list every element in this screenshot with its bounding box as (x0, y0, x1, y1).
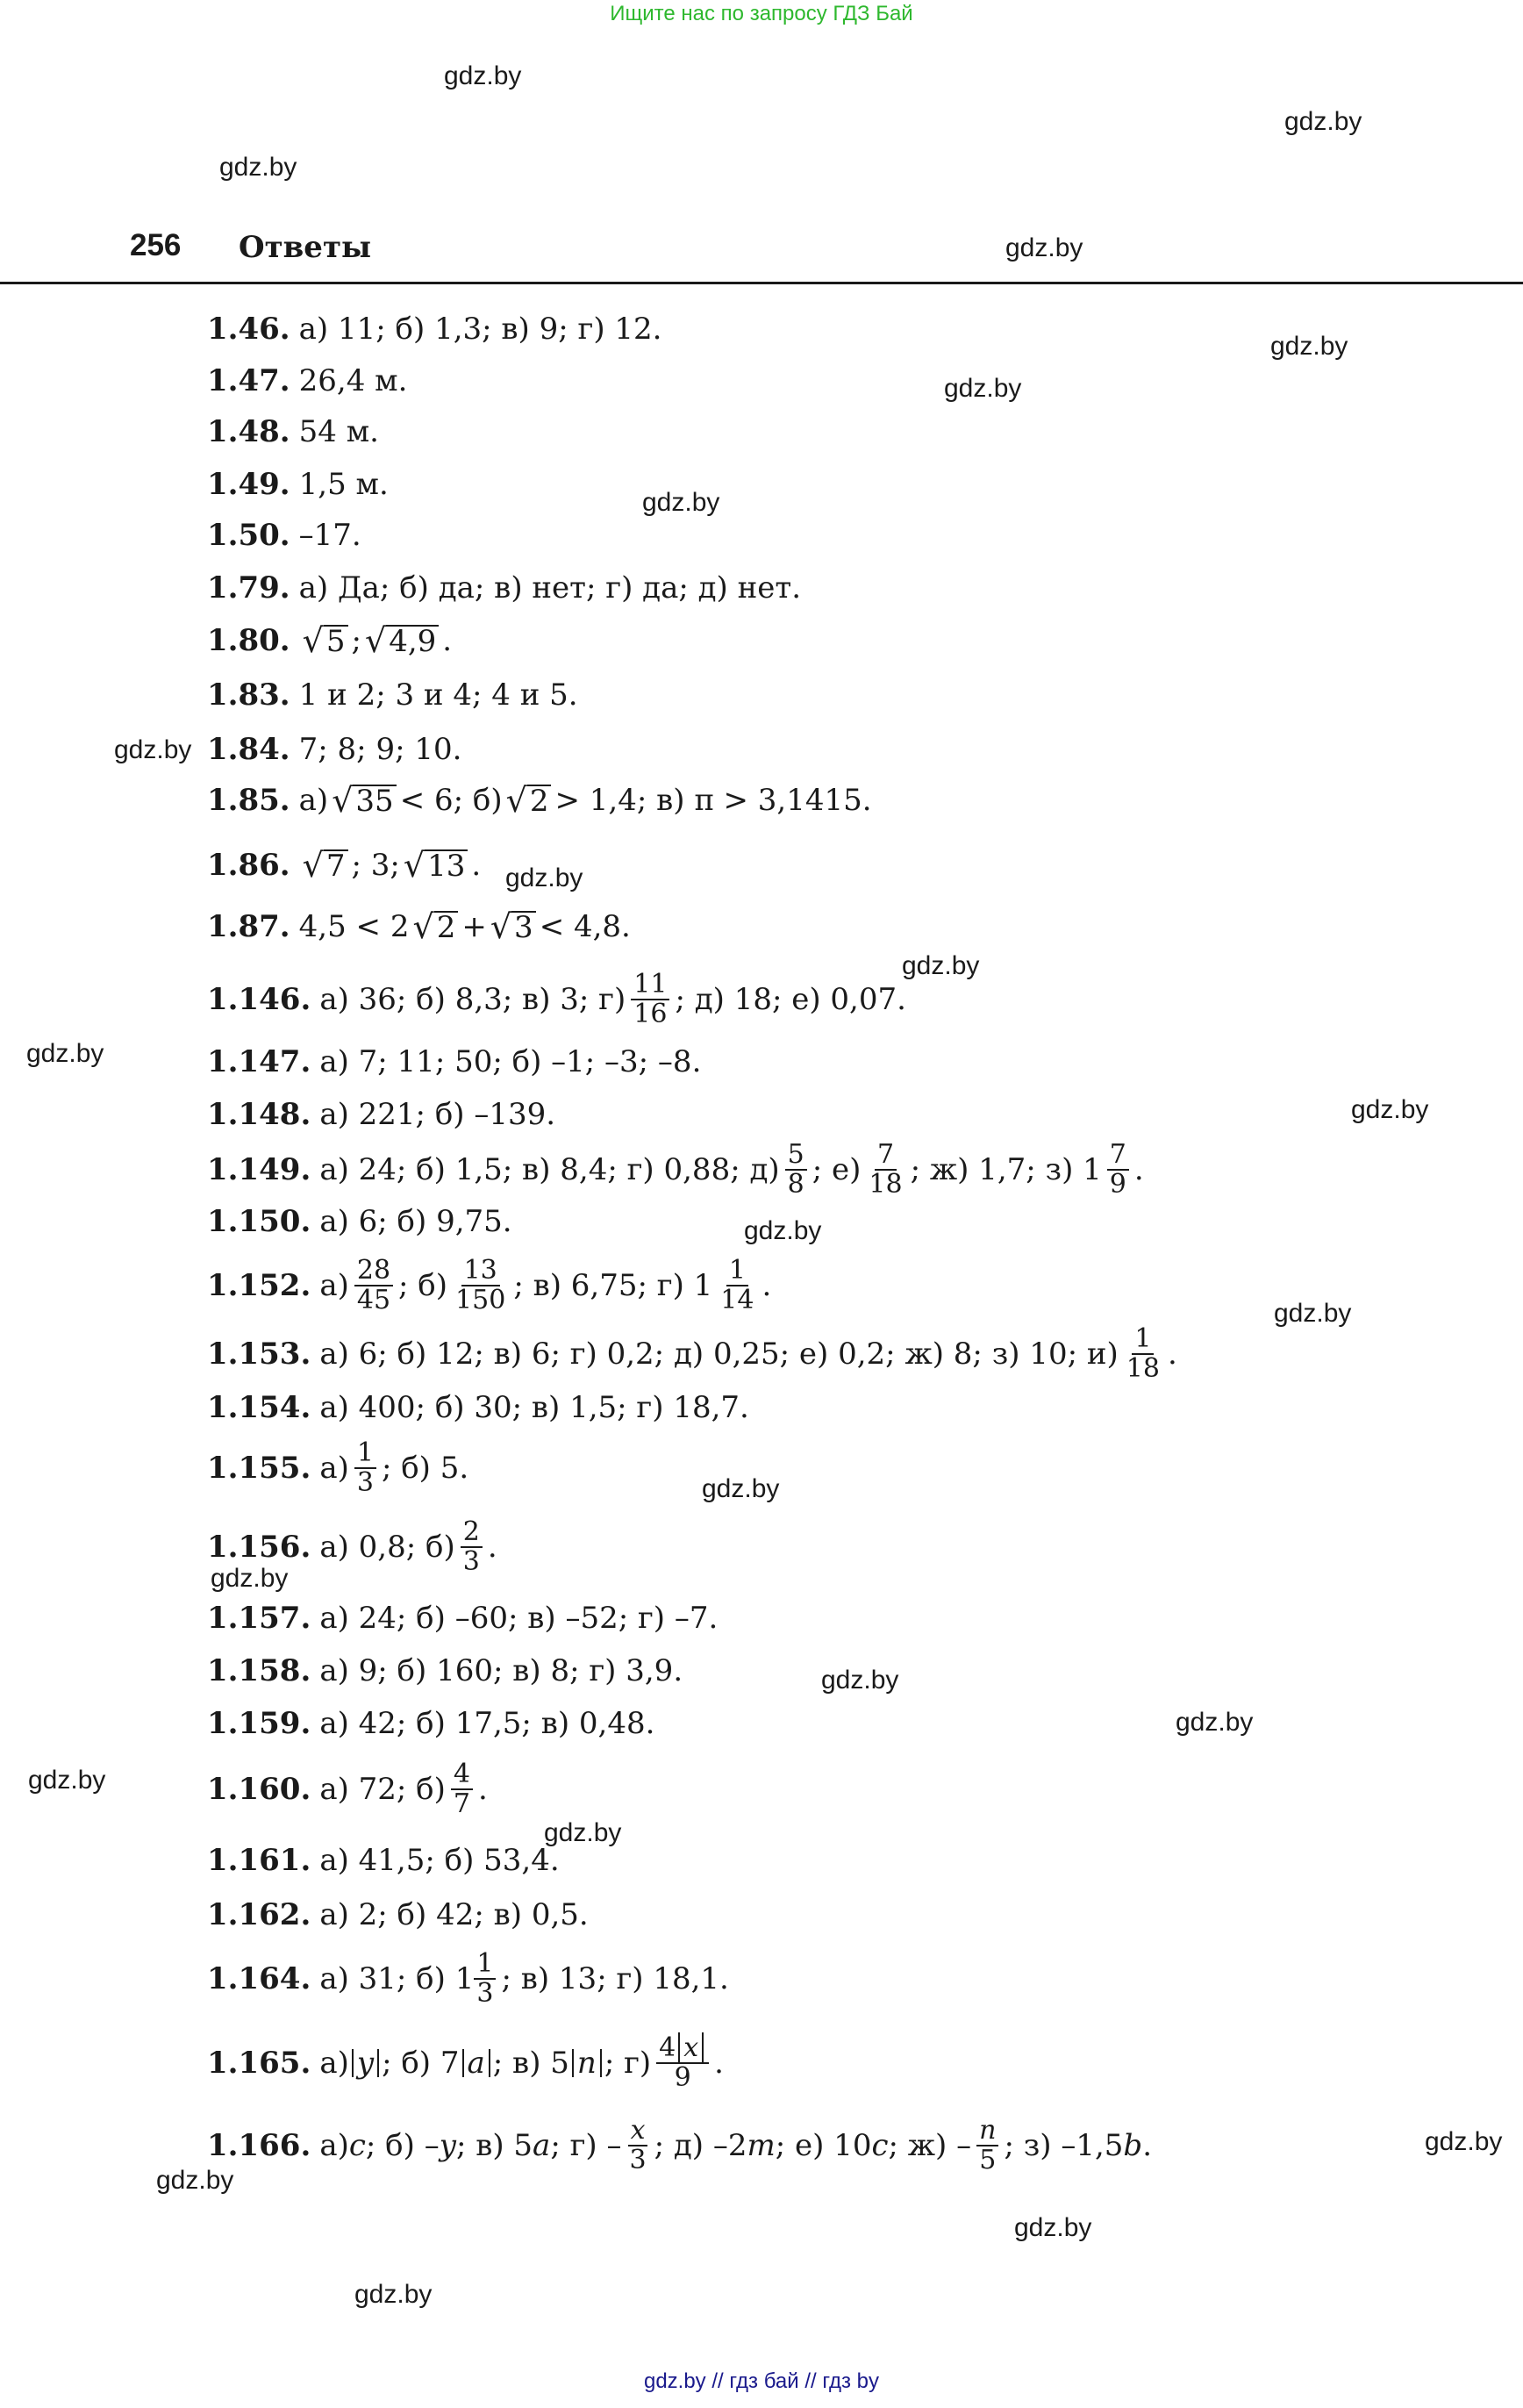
watermark: gdz.by (1014, 2213, 1092, 2242)
radicand: 2 (527, 785, 552, 816)
numerator: 11 (631, 971, 669, 1000)
answer-text: а) 7; 11; 50; б) –1; –3; –8. (319, 1044, 702, 1079)
answer-1-84 (207, 732, 461, 767)
answer-text: . (762, 1268, 772, 1303)
fraction (718, 1257, 756, 1315)
watermark: gdz.by (744, 1216, 822, 1245)
answer-text: ; в) 5 (455, 2128, 533, 2163)
radicand: 5 (324, 625, 348, 656)
answer-number: 1.147. (207, 1044, 311, 1079)
answer-text: а) 11; б) 1,3; в) 9; г) 12. (298, 312, 662, 347)
fraction (866, 1141, 905, 1199)
answer-text: < 4,8. (539, 909, 631, 944)
answer-text: ; б) (398, 1268, 448, 1303)
watermark: gdz.by (821, 1666, 899, 1695)
answer-number: 1.50. (207, 518, 290, 553)
numerator-coef: 4 (659, 2032, 676, 2063)
radicand: 4,9 (386, 625, 439, 656)
answer-1-162 (207, 1897, 589, 1932)
answer-1-79 (207, 570, 801, 606)
fraction (976, 2117, 998, 2175)
answer-number: 1.156. (207, 1530, 311, 1565)
answer-text: а) 2; б) 42; в) 0,5. (319, 1897, 589, 1932)
watermark: gdz.by (642, 488, 720, 517)
answer-text: . (714, 2046, 724, 2081)
answer-text: а) (319, 1268, 349, 1303)
fraction (656, 2034, 709, 2092)
answer-1-155 (207, 1439, 468, 1497)
fraction (1107, 1141, 1129, 1199)
answer-text: < 6; б) (399, 783, 503, 818)
answer-1-156 (207, 1518, 497, 1576)
answer-1-154 (207, 1390, 749, 1425)
watermark: gdz.by (1425, 2127, 1503, 2156)
numerator: 7 (1107, 1141, 1129, 1171)
abs-value: y (352, 2049, 379, 2077)
answer-text: а) (319, 1451, 349, 1486)
answer-text: ; з) –1,5 (1004, 2128, 1124, 2163)
watermark: gdz.by (156, 2166, 234, 2195)
answer-1-47 (207, 363, 407, 398)
denominator: 9 (674, 2062, 691, 2093)
answer-text: ; в) 5 (492, 2046, 569, 2081)
fraction (451, 1760, 473, 1818)
answer-number: 1.166. (207, 2128, 311, 2163)
denominator: 150 (455, 1285, 506, 1315)
header-divider (0, 282, 1523, 284)
fraction (474, 1950, 496, 2008)
answer-1-147 (207, 1044, 701, 1079)
answer-number: 1.47. (207, 363, 290, 398)
answer-1-150 (207, 1204, 512, 1239)
answer-text: ; б) 7 (382, 2046, 460, 2081)
denominator: 7 (453, 1788, 471, 1819)
answer-number: 1.83. (207, 677, 290, 713)
answer-1-158 (207, 1653, 683, 1688)
answer-number: 1.162. (207, 1897, 311, 1932)
answer-text: а) 0,8; б) (319, 1530, 455, 1565)
abs-value: x (678, 2032, 704, 2063)
answer-text: а) 31; б) 1 (319, 1961, 475, 1996)
answer-1-46 (207, 312, 661, 347)
answer-text: а) 6; б) 9,75. (319, 1204, 512, 1239)
answer-number: 1.161. (207, 1843, 311, 1878)
answer-text: ; б) 5. (381, 1451, 469, 1486)
answer-number: 1.149. (207, 1152, 311, 1187)
answer-text: ; г) – (550, 2128, 622, 2163)
denominator: 3 (356, 1467, 374, 1498)
answer-number: 1.165. (207, 2046, 311, 2081)
answer-1-164 (207, 1950, 729, 2008)
answer-text: ; 3; (351, 848, 400, 883)
answer-1-149 (207, 1141, 1144, 1199)
sqrt: √ 5 (303, 625, 348, 656)
fraction (785, 1141, 807, 1199)
watermark: gdz.by (702, 1474, 780, 1503)
answer-text: а) 9; б) 160; в) 8; г) 3,9. (319, 1653, 683, 1688)
answer-text: ; е) (812, 1152, 862, 1187)
answer-1-152 (207, 1257, 771, 1315)
fraction (354, 1439, 376, 1497)
answer-number: 1.158. (207, 1653, 311, 1688)
answer-text: ; в) 13; г) 18,1. (501, 1961, 729, 1996)
variable: b (1123, 2128, 1143, 2163)
answer-text: а) 24; б) 1,5; в) 8,4; г) 0,88; д) (319, 1152, 780, 1187)
watermark: gdz.by (28, 1766, 106, 1795)
answer-number: 1.46. (207, 312, 290, 347)
answer-text: а) (319, 2128, 349, 2163)
numerator: n (976, 2117, 998, 2146)
answer-text: а) (298, 783, 329, 818)
answer-number: 1.84. (207, 732, 290, 767)
answer-number: 1.154. (207, 1390, 311, 1425)
sqrt: √ 4,9 (365, 625, 439, 656)
denominator: 9 (1109, 1169, 1126, 1200)
answer-text: а) Да; б) да; в) нет; г) да; д) нет. (298, 570, 802, 606)
answer-text: 26,4 м. (298, 363, 408, 398)
sqrt: √ 35 (332, 785, 396, 816)
answer-1-80 (207, 623, 452, 658)
denominator: 16 (633, 999, 668, 1029)
answer-text: ; д) –2 (654, 2128, 747, 2163)
radicand: 35 (353, 785, 396, 816)
numerator: 1 (474, 1950, 496, 1980)
denominator: 18 (1126, 1353, 1160, 1384)
watermark: gdz.by (211, 1564, 289, 1593)
answer-number: 1.146. (207, 982, 311, 1017)
answer-text: 7; 8; 9; 10. (298, 732, 462, 767)
watermark: gdz.by (544, 1818, 622, 1847)
sqrt: √ 7 (303, 849, 348, 881)
numerator: 4 (451, 1760, 473, 1790)
answer-1-166 (207, 2117, 1152, 2175)
fraction (1124, 1325, 1162, 1383)
answer-text: а) 221; б) –139. (319, 1097, 556, 1132)
answer-text: . (487, 1530, 497, 1565)
answer-1-50 (207, 518, 361, 553)
answer-text: а) 24; б) –60; в) –52; г) –7. (319, 1601, 719, 1636)
numerator: 5 (785, 1141, 807, 1171)
promo-banner[interactable]: Ищите нас по запросу ГДЗ Бай (610, 2, 913, 25)
answer-text: . (471, 848, 482, 883)
answer-number: 1.160. (207, 1772, 311, 1807)
variable: y (439, 2128, 456, 2163)
sqrt: √ 3 (490, 911, 536, 942)
variable: c (348, 2128, 366, 2163)
answer-1-165 (207, 2034, 724, 2092)
sqrt: √ 2 (412, 911, 458, 942)
watermark: gdz.by (1005, 233, 1083, 262)
numerator (656, 2034, 709, 2064)
answer-1-49 (207, 467, 389, 502)
answer-text: ; е) 10 (775, 2128, 872, 2163)
answer-number: 1.157. (207, 1601, 311, 1636)
answer-1-87 (207, 909, 631, 944)
answer-number: 1.159. (207, 1706, 311, 1741)
numerator: 1 (354, 1439, 376, 1469)
answer-1-148 (207, 1097, 555, 1132)
numerator: 2 (461, 1518, 483, 1548)
answer-text: а) 41,5; б) 53,4. (319, 1843, 560, 1878)
answer-1-86 (207, 848, 481, 883)
abs-value: n (572, 2049, 602, 2077)
answer-text: . (1133, 1152, 1144, 1187)
sqrt: √ 2 (506, 785, 552, 816)
radicand: 3 (511, 911, 536, 942)
radicand: 2 (434, 911, 459, 942)
answer-number: 1.150. (207, 1204, 311, 1239)
denominator: 3 (462, 1546, 480, 1577)
fraction (631, 971, 669, 1028)
numerator: 1 (726, 1257, 748, 1286)
answer-text: а) 6; б) 12; в) 6; г) 0,2; д) 0,25; е) 0,2; ж) 8; з) 10; и) (319, 1337, 1119, 1372)
answer-1-146 (207, 971, 906, 1028)
numerator: 1 (1132, 1325, 1154, 1355)
answer-text: а) 42; б) 17,5; в) 0,48. (319, 1706, 655, 1741)
answer-number: 1.153. (207, 1337, 311, 1372)
answer-text: . (442, 623, 453, 658)
answer-1-161 (207, 1843, 560, 1878)
answer-1-83 (207, 677, 578, 713)
numerator: 7 (875, 1141, 897, 1171)
answer-1-160 (207, 1760, 488, 1818)
watermark: gdz.by (444, 61, 522, 90)
answer-text: а) (319, 2046, 349, 2081)
numerator: 13 (461, 1257, 500, 1286)
answer-number: 1.164. (207, 1961, 311, 1996)
watermark: gdz.by (26, 1039, 104, 1068)
watermark: gdz.by (354, 2280, 433, 2309)
fraction (453, 1257, 508, 1315)
watermark: gdz.by (114, 735, 192, 764)
section-title: Ответы (239, 230, 372, 265)
answer-text: а) 36; б) 8,3; в) 3; г) (319, 982, 626, 1017)
numerator: 28 (354, 1257, 393, 1286)
answer-text: ; (351, 623, 361, 658)
answer-text: . (1142, 2128, 1152, 2163)
watermark: gdz.by (505, 864, 583, 892)
denominator: 45 (356, 1285, 391, 1315)
answer-number: 1.79. (207, 570, 290, 606)
answer-number: 1.49. (207, 467, 290, 502)
variable: m (747, 2128, 776, 2163)
answer-1-153 (207, 1325, 1177, 1383)
sqrt: √ 13 (404, 849, 468, 881)
answer-number: 1.148. (207, 1097, 311, 1132)
answer-text: 1 и 2; 3 и 4; 4 и 5. (298, 677, 578, 713)
answer-text: ; в) 6,75; г) 1 (513, 1268, 713, 1303)
variable: a (533, 2128, 551, 2163)
answer-number: 1.155. (207, 1451, 311, 1486)
answer-text: . (1167, 1337, 1177, 1372)
watermark: gdz.by (1274, 1299, 1352, 1328)
denominator: 3 (476, 1978, 494, 2009)
answer-text: ; б) – (365, 2128, 440, 2163)
answer-text: ; ж) 1,7; з) 1 (910, 1152, 1102, 1187)
watermark: gdz.by (1270, 332, 1348, 361)
answer-text: а) 72; б) (319, 1772, 446, 1807)
answer-number: 1.80. (207, 623, 290, 658)
answer-1-159 (207, 1706, 654, 1741)
denominator: 8 (787, 1169, 804, 1200)
fraction (626, 2117, 648, 2175)
denominator: 18 (869, 1169, 903, 1200)
footer-links[interactable]: gdz.by // гдз бай // гдз by (643, 2369, 880, 2393)
abs-value: a (462, 2049, 490, 2077)
answer-number: 1.87. (207, 909, 290, 944)
watermark: gdz.by (1176, 1708, 1254, 1737)
answer-text: + (461, 909, 487, 944)
answer-text: 4,5 < 2 (298, 909, 410, 944)
answer-1-157 (207, 1601, 718, 1636)
page-number: 256 (130, 228, 182, 262)
variable: c (871, 2128, 889, 2163)
denominator: 3 (629, 2145, 647, 2175)
answer-text: –17. (298, 518, 361, 553)
answer-text: ; ж) – (888, 2128, 972, 2163)
watermark: gdz.by (944, 374, 1022, 403)
answer-text: > 1,4; в) π > 3,1415. (554, 783, 872, 818)
watermark: gdz.by (1284, 107, 1362, 136)
numerator: x (628, 2117, 648, 2146)
answer-1-85 (207, 783, 872, 818)
denominator: 14 (720, 1285, 754, 1315)
watermark: gdz.by (902, 951, 980, 980)
answer-text: а) 400; б) 30; в) 1,5; г) 18,7. (319, 1390, 749, 1425)
answer-number: 1.85. (207, 783, 290, 818)
denominator: 5 (979, 2145, 997, 2175)
fraction (354, 1257, 393, 1315)
answer-text: ; д) 18; е) 0,07. (675, 982, 906, 1017)
watermark: gdz.by (1351, 1095, 1429, 1124)
answer-text: . (478, 1772, 488, 1807)
fraction (461, 1518, 483, 1576)
radicand: 13 (425, 849, 468, 881)
answer-number: 1.48. (207, 414, 290, 449)
answer-number: 1.152. (207, 1268, 311, 1303)
answer-text: ; г) (604, 2046, 652, 2081)
answer-number: 1.86. (207, 848, 290, 883)
answer-text: 1,5 м. (298, 467, 389, 502)
watermark: gdz.by (219, 153, 297, 182)
answer-1-48 (207, 414, 379, 449)
radicand: 7 (324, 849, 348, 881)
answer-text: 54 м. (298, 414, 379, 449)
